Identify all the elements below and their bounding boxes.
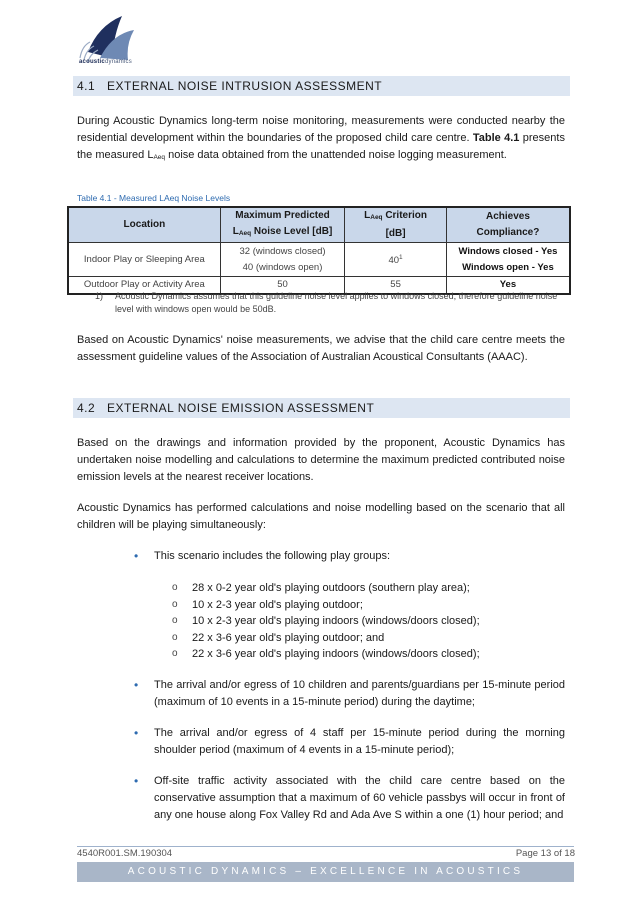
cell-criterion: $40^1$ — [345, 243, 447, 277]
header-compliance: Achieves Compliance? — [446, 207, 570, 243]
intro-paragraph: During Acoustic Dynamics long-term noise monitoring, measurements were conducted nearby the residential development within the boundaries of the proposed child care centre. Table 4.1 presents the measured LAeq noise data obtained from the unattended noise logging measurement. — [77, 115, 565, 162]
list-item: o 10 x 2-3 year old's playing outdoor; — [172, 597, 480, 614]
play-groups-list — [172, 580, 480, 663]
sub-bullet-icon: o — [172, 648, 178, 660]
sub-bullet-icon: o — [172, 598, 178, 610]
header-criterion: LAeq Criterion [dB] — [345, 207, 447, 243]
footer-banner: ACOUSTIC DYNAMICS – EXCELLENCE IN ACOUSTICS — [77, 862, 574, 882]
list-item: o 28 x 0-2 year old's playing outdoors (southern play area); — [172, 580, 480, 597]
cell-location: Indoor Play or Sleeping Area — [68, 243, 220, 277]
sub-bullet-icon: o — [172, 582, 178, 593]
cell-compliance: Yes — [446, 277, 570, 295]
header-location: Location — [68, 207, 220, 243]
list-item: • This scenario includes the following play groups: — [134, 549, 391, 563]
cell-criterion: 55 — [345, 277, 447, 295]
list-item: • The arrival and/or egress of 10 children and parents/guardians per 15-minute period (maximum of 10 events in a 15-minute period) during the daytime; — [134, 678, 565, 708]
list-item: • The arrival and/or egress of 4 staff per 15-minute period during the morning shoulder period (maximum of 4 events in a 15-minute period); — [134, 726, 565, 756]
noise-levels-table — [67, 206, 571, 295]
document-reference: 4540R001.SM.190304 — [77, 848, 173, 859]
sub-bullet-icon: o — [172, 615, 178, 627]
bullet-icon: • — [134, 726, 139, 740]
table-caption: Table 4.1 - Measured LAeq Noise Levels — [77, 193, 231, 203]
emission-paragraph: Based on the drawings and information provided by the proponent, Acoustic Dynamics has undertaken noise modelling and calculations to determine the maximum predicted contributed noise emission levels at the nearest receiver locations. — [77, 437, 565, 484]
section-heading-4-2: 4.2 EXTERNAL NOISE EMISSION ASSESSMENT — [73, 398, 570, 418]
scenario-paragraph: Acoustic Dynamics has performed calculations and noise modelling based on the scenario that all children will be playing simultaneously: — [77, 502, 565, 532]
list-item: o 22 x 3-6 year old's playing outdoor; and — [172, 630, 480, 647]
header-predicted: Maximum Predicted LAeq Noise Level [dB] — [220, 207, 344, 243]
bullet-icon: • — [134, 549, 139, 563]
sub-bullet-icon: o — [172, 631, 178, 643]
logo-wordmark: acousticdynamics — [79, 59, 132, 65]
cell-compliance: Windows closed - Yes Windows open - Yes — [446, 243, 570, 277]
bullet-icon: • — [134, 678, 139, 692]
bullet-icon: • — [134, 774, 139, 788]
list-item: o 22 x 3-6 year old's playing indoors (windows/doors closed); — [172, 646, 480, 663]
list-item: • Off-site traffic activity associated with the child care centre based on the conservative assumption that a maximum of 60 vehicle passbys will occur in front of any one house along Fox Valley Rd and Ada Ave S within a one (1) hour period; and — [134, 774, 565, 821]
cell-location: Outdoor Play or Activity Area — [68, 277, 220, 295]
conclusion-paragraph: Based on Acoustic Dynamics' noise measurements, we advise that the child care centre meets the assessment guideline values of the Association of Australian Acoustical Consultants (AAAC). — [77, 334, 565, 364]
table-row — [68, 243, 570, 277]
list-item: o 10 x 2-3 year old's playing indoors (windows/doors closed); — [172, 613, 480, 630]
cell-level: 32 (windows closed) 40 (windows open) — [220, 243, 344, 277]
table-footnote: 1) Acoustic Dynamics assumes that this guideline noise level applies to windows closed, therefore guideline noise level with windows open would be 50dB. — [95, 291, 558, 314]
footer-divider — [77, 846, 574, 847]
cell-level: 50 — [220, 277, 344, 295]
page-number: Page 13 of 18 — [515, 848, 575, 859]
section-heading-4-1: 4.1 EXTERNAL NOISE INTRUSION ASSESSMENT — [73, 76, 570, 96]
